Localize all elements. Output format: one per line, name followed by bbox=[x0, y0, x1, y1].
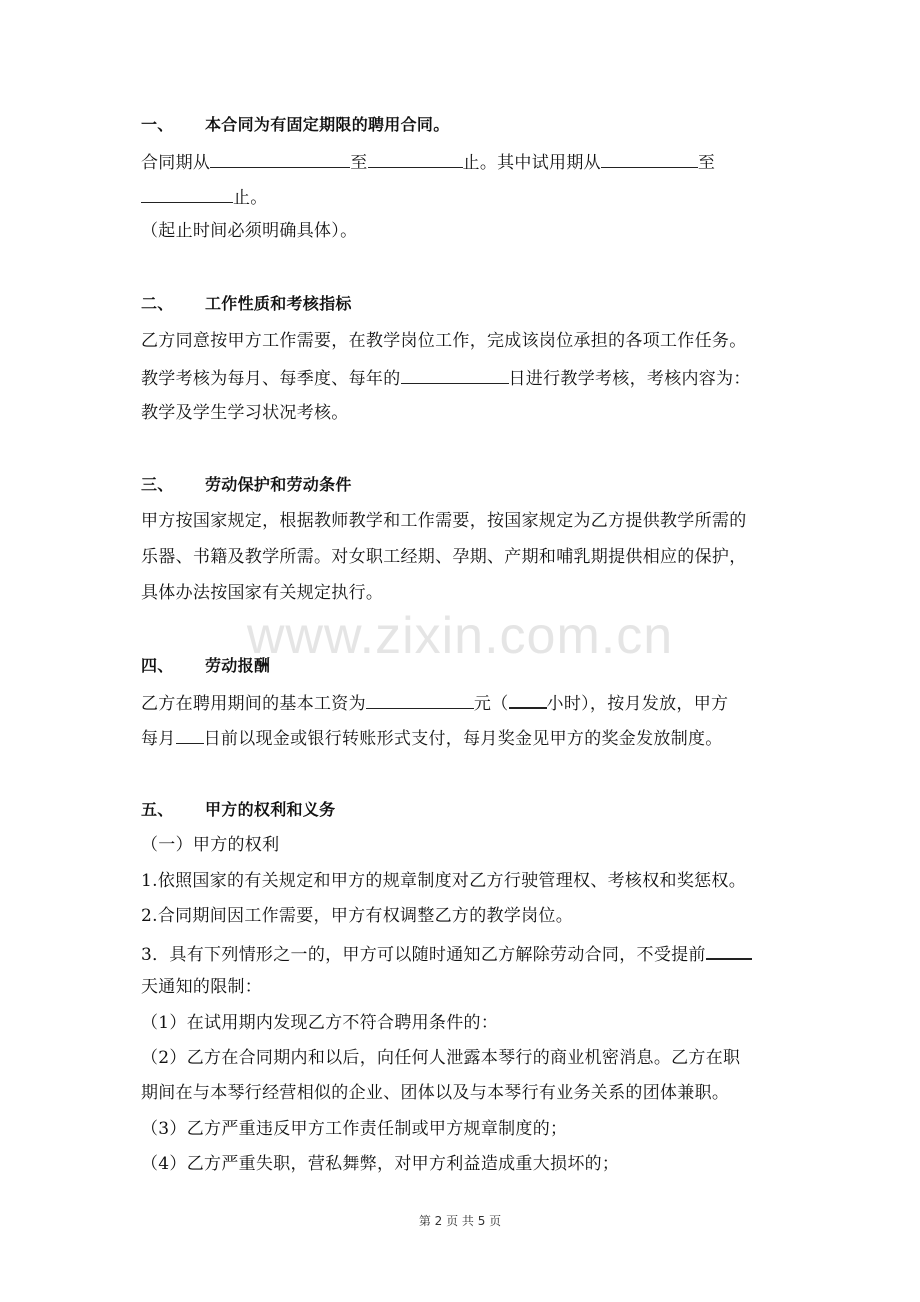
section-1-note: （起止时间必须明确具体）。 bbox=[141, 221, 358, 241]
blank-field[interactable] bbox=[366, 690, 474, 709]
blank-field[interactable] bbox=[509, 689, 547, 709]
text: 每月 bbox=[141, 729, 176, 749]
section-3-heading bbox=[141, 473, 352, 497]
text: 乙方在聘用期间的基本工资为 bbox=[141, 694, 366, 714]
text: 日进行教学考核，考核内容为： bbox=[508, 369, 751, 389]
page-footer: 第 2 页 共 5 页 bbox=[418, 1214, 502, 1228]
section-4-line-1 bbox=[141, 689, 728, 716]
section-5-clause-3: （3）乙方严重违反甲方工作责任制或甲方规章制度的； bbox=[141, 1119, 568, 1139]
blank-field[interactable] bbox=[401, 365, 509, 384]
blank-field[interactable] bbox=[601, 149, 698, 168]
text: 教学考核为每月、每季度、每年的 bbox=[141, 369, 401, 389]
text: 止。其中试用期从 bbox=[462, 153, 601, 173]
section-5-clause-2-cont: 期间在与本琴行经营相似的企业、团体以及与本琴行有业务关系的团体兼职。 bbox=[141, 1083, 730, 1103]
section-5-title: 甲方的权利和义务 bbox=[205, 800, 336, 819]
watermark: www.zixin.com.cn bbox=[246, 607, 674, 665]
section-3-number: 三、 bbox=[141, 475, 174, 494]
section-5-item-2: 2.合同期间因工作需要，甲方有权调整乙方的教学岗位。 bbox=[141, 906, 574, 926]
text: 日前以现金或银行转账形式支付，每月奖金见甲方的奖金发放制度。 bbox=[203, 729, 723, 749]
section-1-line-1 bbox=[141, 149, 715, 175]
section-1-line-2 bbox=[141, 184, 268, 210]
section-4-title: 劳动报酬 bbox=[205, 656, 271, 675]
section-2-number: 二、 bbox=[141, 294, 174, 313]
section-2-line-2 bbox=[141, 365, 751, 391]
blank-field[interactable] bbox=[141, 184, 233, 203]
section-3-line-2: 乐器、书籍及教学所需。对女职工经期、孕期、产期和哺乳期提供相应的保护， bbox=[141, 547, 747, 567]
section-5-item-1: 1.依照国家的有关规定和甲方的规章制度对乙方行驶管理权、考核权和奖惩权。 bbox=[141, 871, 747, 891]
section-4-line-2 bbox=[141, 725, 723, 751]
text: 至 bbox=[350, 153, 368, 173]
text: 小时），按月发放，甲方 bbox=[546, 694, 729, 714]
section-1-number: 一、 bbox=[141, 115, 174, 134]
blank-field[interactable] bbox=[368, 149, 463, 168]
section-2-line-1: 乙方同意按甲方工作需要，在教学岗位工作，完成该岗位承担的各项工作任务。 bbox=[141, 331, 747, 351]
section-2-heading bbox=[141, 292, 352, 316]
section-3-title: 劳动保护和劳动条件 bbox=[205, 475, 352, 494]
section-5-clause-1: （1）在试用期内发现乙方不符合聘用条件的： bbox=[141, 1013, 499, 1033]
blank-field[interactable] bbox=[706, 940, 752, 960]
section-2-title: 工作性质和考核指标 bbox=[205, 294, 352, 313]
section-5-clause-2: （2）乙方在合同期内和以后，向任何人泄露本琴行的商业机密消息。乙方在职 bbox=[141, 1048, 741, 1068]
section-5-number: 五、 bbox=[141, 800, 174, 819]
section-1-heading bbox=[141, 113, 450, 137]
text: 3．具有下列情形之一的，甲方可以随时通知乙方解除劳动合同，不受提前 bbox=[141, 945, 706, 965]
section-5-subheading: （一）甲方的权利 bbox=[141, 835, 280, 855]
text: 至 bbox=[697, 153, 716, 173]
section-5-heading bbox=[141, 798, 335, 822]
section-5-item-3-cont: 天通知的限制： bbox=[141, 977, 263, 997]
text: 止。 bbox=[233, 188, 268, 208]
section-2-line-3: 教学及学生学习状况考核。 bbox=[141, 403, 349, 423]
section-1-title: 本合同为有固定期限的聘用合同。 bbox=[205, 115, 450, 134]
section-4-heading bbox=[141, 654, 270, 678]
section-5-clause-4: （4）乙方严重失职，营私舞弊，对甲方利益造成重大损坏的； bbox=[141, 1154, 620, 1174]
text: 元（ bbox=[473, 694, 509, 714]
section-3-line-3: 具体办法按国家有关规定执行。 bbox=[141, 583, 384, 603]
section-4-number: 四、 bbox=[141, 656, 174, 675]
blank-field[interactable] bbox=[210, 149, 350, 168]
section-3-line-1: 甲方按国家规定，根据教师教学和工作需要，按国家规定为乙方提供教学所需的 bbox=[141, 511, 747, 531]
blank-field[interactable] bbox=[176, 725, 204, 744]
section-5-item-3 bbox=[141, 940, 752, 967]
text: 合同期从 bbox=[141, 153, 211, 173]
